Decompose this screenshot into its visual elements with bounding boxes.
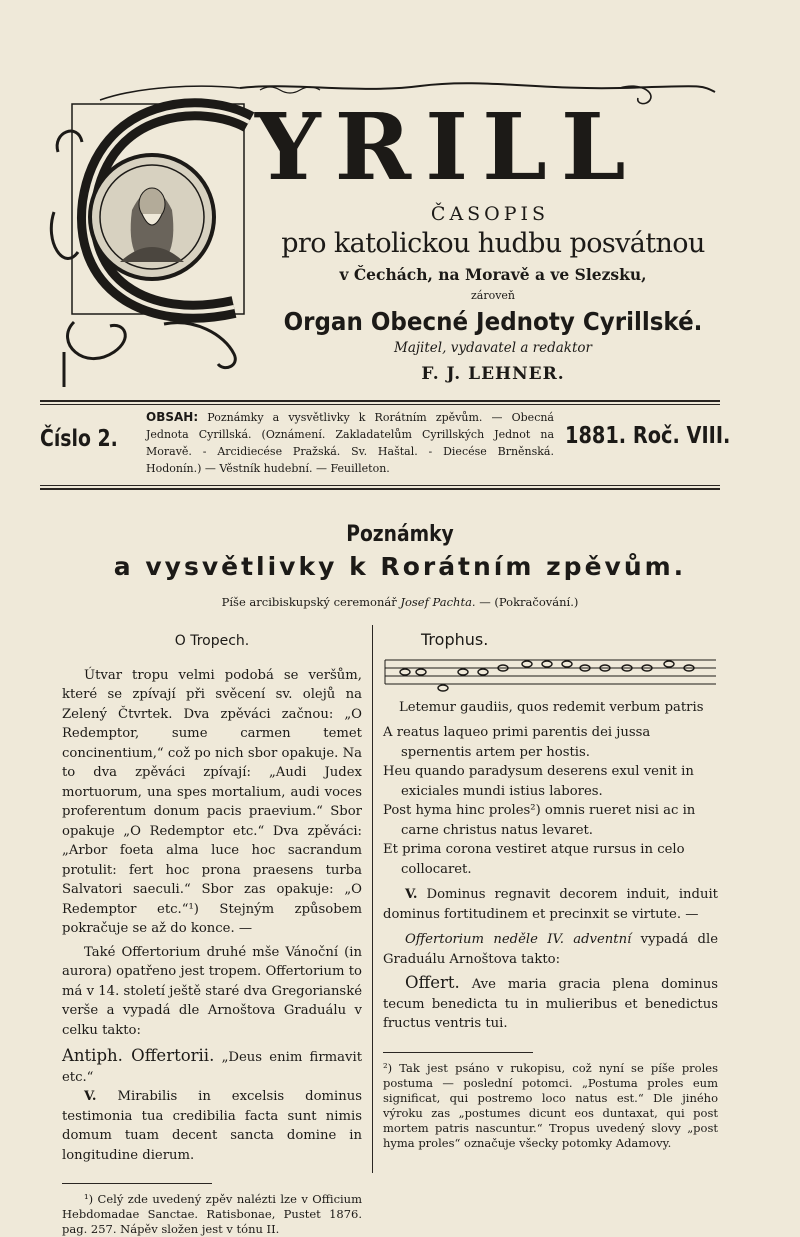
right-verse-label: V.: [405, 887, 418, 902]
contents-block: [146, 409, 554, 477]
byline-prefix: Píše arcibiskupský ceremonář: [221, 595, 397, 609]
contents-text: Poznámky a vysvětlivky k Rorátním zpěvům. — Obecná Jednota Cyrillská. (Oznámení. Zakladatelům Cyrillských Jednot na Moravě. - Arcidiecése Pražská. Sv. Haštal. - Diecése Brněnská. Hodonín.) — Věstník hudební. — Feuilleton.: [146, 411, 554, 475]
bottom-rule: [40, 485, 720, 486]
byline-author: Josef Pachta.: [400, 595, 476, 609]
left-verse: [62, 1087, 362, 1165]
offertorium-intro-rest: vypadá dle Graduálu Arnoštova takto:: [383, 932, 718, 967]
left-paragraph-2: Také Offertorium druhé mše Vánoční (in aurora) opatřeno jest tropem. Offertorium to má v 14. století ještě staré dva Gregorianské verše a vypadá dle Arnoštova Graduálu v celku takto:: [62, 944, 362, 1038]
article-byline: [0, 595, 800, 609]
trophus-verse-4: Post hyma hinc proles²) omnis rueret nisi ac in carne christus natus levaret.: [383, 803, 696, 838]
issue-number: Číslo 2.: [40, 426, 118, 452]
antiph-text: „Deus enim firmavit etc.“: [62, 1050, 362, 1085]
subtitle-organ: Organ Obecné Jednoty Cyrillské.: [283, 307, 703, 336]
offert-text: Ave maria gracia plena dominus tecum benedicta tu in mulieribus et benedictus fructus ventris tui.: [383, 977, 719, 1031]
initial-c-illustration: [44, 92, 259, 392]
offertorium-intro-italic: Offertorium neděle IV. adventní: [405, 932, 632, 947]
subtitle-casopis: ČASOPIS: [430, 203, 550, 225]
subtitle-region: v Čechách, na Moravě a ve Slezsku,: [339, 265, 647, 284]
right-verse: [383, 885, 718, 924]
left-verse-label: V.: [84, 1089, 97, 1104]
left-heading: O Tropech.: [174, 633, 250, 649]
left-verse-text: Mirabilis in excelsis dominus testimonia tua credibilia facta sunt nimis domum tuam decent sancta domine in longitudine dierum.: [62, 1089, 362, 1163]
trophus-verse-5: Et prima corona vestiret atque rursus in celo collocaret.: [383, 842, 685, 877]
left-footnote: ¹) Celý zde uvedený zpěv nalézti lze v Officium Hebdomadae Sanctae. Ratisbonae, Pustet 1876. pag. 257. Nápěv složen jest v tónu II.: [62, 1192, 362, 1236]
antiph-line: [62, 1046, 362, 1087]
column-divider: [372, 625, 373, 1173]
byline-suffix: — (Pokračování.): [479, 595, 579, 609]
right-heading: Trophus.: [421, 630, 489, 649]
contents-label: OBSAH:: [146, 410, 199, 424]
trophus-verse-2: A reatus laqueo primi parentis dei jussa spernentis artem per hostis.: [383, 725, 651, 760]
journal-title: YRILL: [255, 93, 640, 201]
chant-staff: [383, 656, 718, 692]
top-rule: [40, 400, 720, 402]
subtitle-zaroven: zároveň: [470, 289, 516, 302]
offert-line: [383, 973, 718, 1034]
trophus-verse-3: Heu quando paradysum deserens exul venit in exiciales mundi istius labores.: [383, 764, 694, 799]
article-title-line2: a vysvětlivky k Rorátním zpěvům.: [113, 552, 687, 581]
right-footnote-rule: [383, 1052, 533, 1053]
top-rule-thin: [40, 404, 720, 405]
subtitle-owner-label: Majitel, vydavatel a redaktor: [394, 340, 592, 356]
bottom-rule-thick: [40, 488, 720, 490]
editor-name: F. J. LEHNER.: [421, 364, 565, 384]
year-volume: 1881. Roč. VIII.: [565, 423, 731, 449]
antiph-label: Antiph. Offertorii.: [62, 1046, 215, 1065]
right-verse-text: Dominus regnavit decorem induit, induit dominus fortitudinem et precinxit se virtute. —: [383, 887, 718, 922]
trophus-verse-1: Letemur gaudiis, quos redemit verbum patris: [399, 699, 704, 715]
left-paragraph-1: Útvar tropu velmi podobá se veršům, které se zpívají při svěcení sv. olejů na Zelený Čtvrtek. Dva zpěváci začnou: „O Redemptor, sume carmen temet concinentium,“ což po nich sbor opakuje. Na to dva zpěváci zpívají: „Audi Judex mortuorum, una spes mortalium, audi voces proferentum donum pacis praevium.“ Sbor opakuje „O Redemptor etc.“ Dva zpěváci: „Arbor foeta alma luce hoc sacrandum protulit: fert hoc prona praesens turba Salvatori saeculi.“ Sbor zas opakuje: „O Redemptor etc.“¹) Stejným způsobem pokračuje se až do konce. —: [62, 667, 362, 936]
article-title-line1: Poznámky: [346, 522, 454, 547]
left-footnote-rule: [62, 1183, 212, 1184]
left-column: [62, 620, 362, 1237]
subtitle-description: pro katolickou hudbu posvátnou: [281, 228, 705, 259]
offert-label: Offert.: [405, 973, 460, 992]
right-column: [383, 630, 718, 1151]
right-footnote: ²) Tak jest psáno v rukopisu, což nyní se píše proles postuma — poslední potomci. „Postuma proles eum significat, qui postremo loco natus est.“ Dle jiného výroku zas „postumes dicunt eos duntaxat, qui post mortem patris nascuntur.“ Tropus uvedený slovy „post hyma proles“ označuje všecky potomky Adamovy.: [383, 1060, 718, 1150]
offertorium-intro: [383, 930, 718, 969]
